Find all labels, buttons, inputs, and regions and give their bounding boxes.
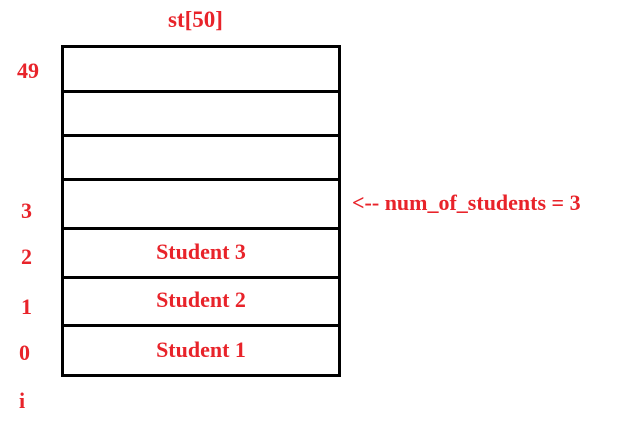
num-students-pointer: <-- num_of_students = 3 xyxy=(352,190,581,215)
row-divider xyxy=(64,90,338,93)
array-title: st[50] xyxy=(168,7,223,32)
row-divider xyxy=(64,276,338,279)
cell-student-3: Student 3 xyxy=(156,239,246,264)
row-divider xyxy=(64,227,338,230)
loop-variable-label: i xyxy=(19,388,26,413)
cell-student-2: Student 2 xyxy=(156,287,246,312)
index-label-2: 2 xyxy=(21,244,32,269)
array-box xyxy=(61,45,341,377)
row-divider xyxy=(64,134,338,137)
index-label-3: 3 xyxy=(21,198,32,223)
row-divider xyxy=(64,178,338,181)
index-label-49: 49 xyxy=(17,58,39,83)
index-label-1: 1 xyxy=(21,294,32,319)
row-divider xyxy=(64,324,338,327)
index-label-0: 0 xyxy=(19,340,30,365)
cell-student-1: Student 1 xyxy=(156,337,246,362)
